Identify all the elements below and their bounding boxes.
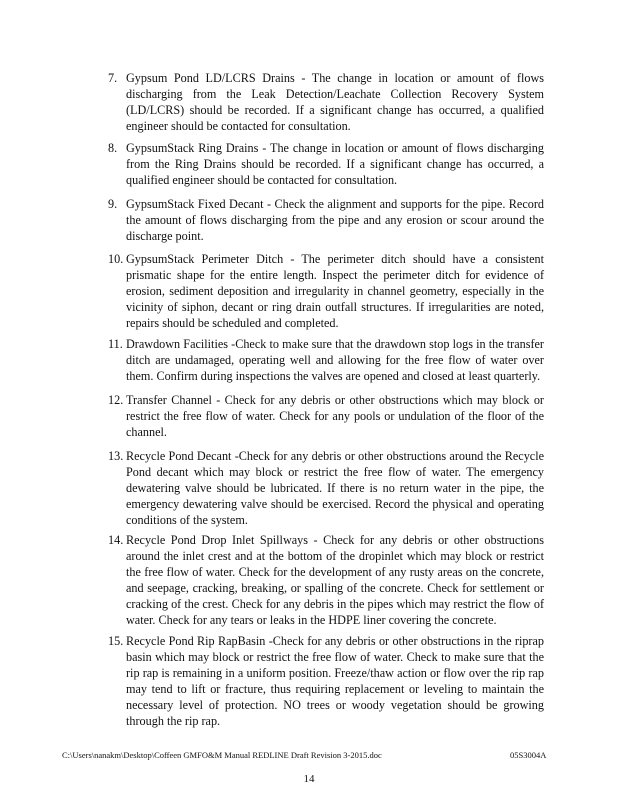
item-text: Recycle Pond Rip RapBasin -Check for any debris or other obstructions in the riprap basin which may block or restrict the free flow of water. Check to make sure that the rip rap is remaining in a uniform position. Freeze/thaw action or flow over the rip rap may tend to lift or fracture, thus requiring replacement or leveling to maintain the necessary level of protection. NO trees or woody vegetation should be growing through the rip rap. [126,634,544,728]
list-item [108,448,544,528]
list-item [108,140,544,188]
list-item [108,532,544,628]
item-number: 10. [108,252,124,266]
list-item [108,392,544,440]
page-number: 14 [303,773,315,785]
item-number: 11. [108,337,123,351]
item-text: GypsumStack Ring Drains - The change in location or amount of flows discharging from the Ring Drains should be recorded. If a significant change has occurred, a qualified engineer should be contacted for consultation. [126,141,544,187]
item-number: 15. [108,634,124,648]
item-text: Gypsum Pond LD/LCRS Drains - The change in location or amount of flows discharging from the Leak Detection/Leachate Collection Recovery System (LD/LCRS) should be recorded. If a significant change has occurred, a qualified engineer should be contacted for consultation. [126,71,544,133]
list-item [108,196,544,244]
list-item [108,70,544,134]
item-text: Drawdown Facilities -Check to make sure that the drawdown stop logs in the transfer ditch are undamaged, operating well and allowing for the free flow of water over them. Confirm during inspections the valves are opened and closed at least quarterly. [126,337,544,383]
list-item [108,251,544,331]
footer-document-code: 05S3004A [510,750,547,760]
item-text: Transfer Channel - Check for any debris or other obstructions which may block or restrict the free flow of water. Check for any pools or undulation of the floor of the channel. [126,393,544,439]
item-number: 13. [108,449,124,463]
item-text: Recycle Pond Drop Inlet Spillways - Check for any debris or other obstructions around the inlet crest and at the bottom of the dropinlet which may block or restrict the free flow of water. Check for the development of any rusty areas on the concrete, and seepage, cracking, breaking, or spalling of the concrete. Check for settlement or cracking of the crest. Check for any debris in the pipes which may restrict the flow of water. Check for any tears or leaks in the HDPE liner covering the concrete. [126,533,544,627]
item-text: GypsumStack Fixed Decant - Check the alignment and supports for the pipe. Record the amount of flows discharging from the pipe and any erosion or scour around the discharge point. [126,197,544,243]
list-item [108,336,544,384]
item-number: 14. [108,533,124,547]
item-text: GypsumStack Perimeter Ditch - The perimeter ditch should have a consistent prismatic shape for the entire length. Inspect the perimeter ditch for evidence of erosion, sediment deposition and irregularity in channel geometry, especially in the vicinity of siphon, decant or ring drain outfall structures. If irregularities are noted, repairs should be scheduled and completed. [126,252,544,330]
footer-file-path: C:\Users\nanakm\Desktop\Coffeen GMFO&M Manual REDLINE Draft Revision 3-2015.doc [62,750,382,760]
list-item [108,633,544,729]
item-number: 9. [108,197,118,211]
item-text: Recycle Pond Decant -Check for any debris or other obstructions around the Recycle Pond decant which may block or restrict the free flow of water. The emergency dewatering valve should be lubricated. If there is no return water in the pipe, the emergency dewatering valve should be exercised. Record the physical and operating conditions of the system. [126,449,544,527]
item-number: 8. [108,141,118,155]
item-number: 12. [108,393,124,407]
item-number: 7. [108,71,118,85]
